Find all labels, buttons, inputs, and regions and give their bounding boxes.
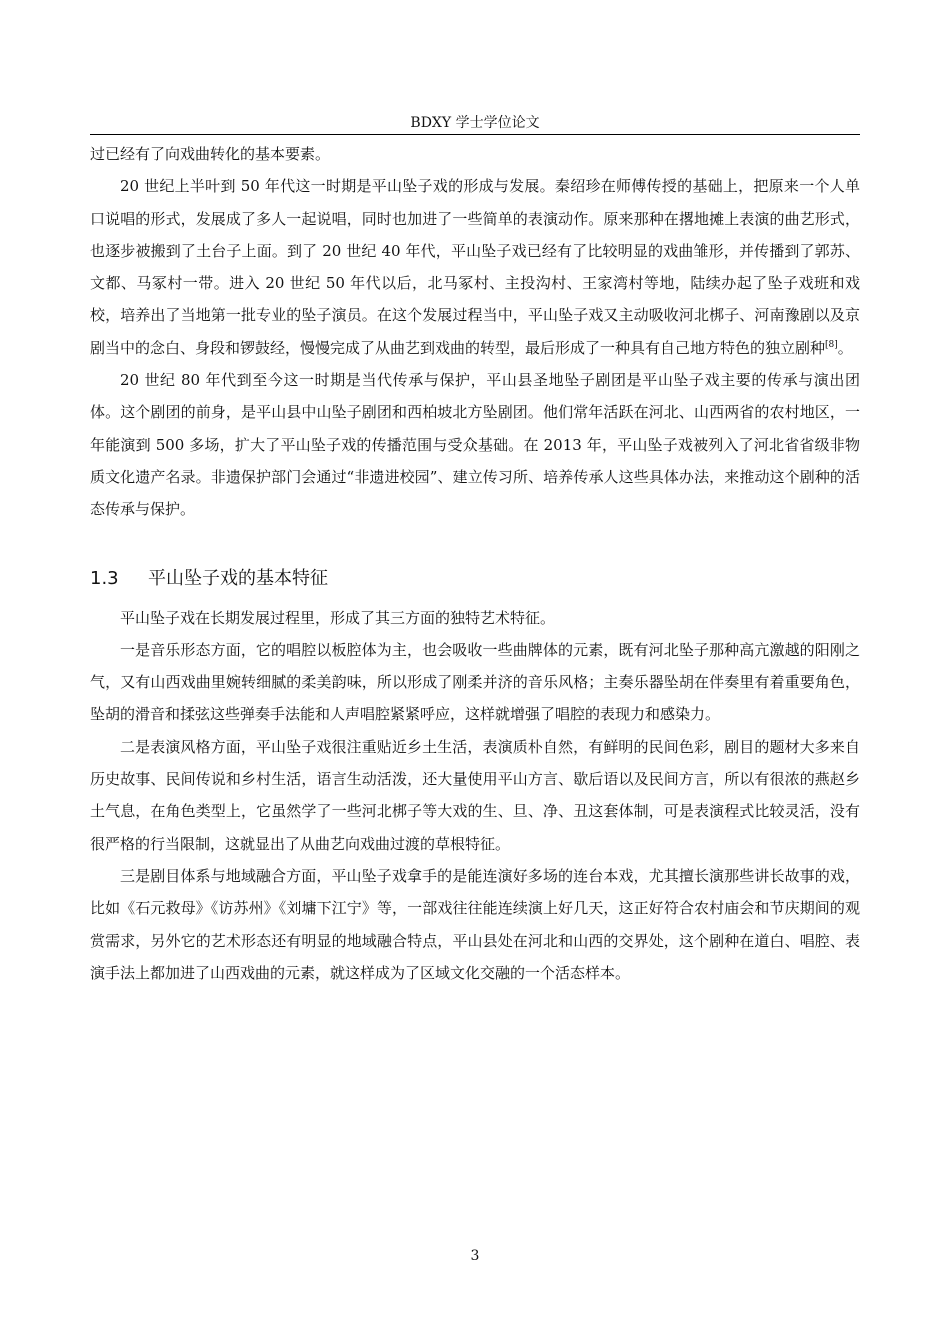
paragraph-repertoire: 三是剧目体系与地域融合方面，平山坠子戏拿手的是能连演好多场的连台本戏，尤其擅长演那些讲长故事的戏，比如《石元救母》《访苏州》《刘墉下江宁》等，一部戏往往能连续演上好几天，这正好符合农村庙会和节庆期间的观赏需求，另外它的艺术形态还有明显的地域融合特点，平山县处在河北和山西的交界处，这个剧种在道白、唱腔、表演手法上都加进了山西戏曲的元素，就这样成为了区域文化交融的一个活态样本。 <box>90 866 860 982</box>
paragraph-intro: 平山坠子戏在长期发展过程里，形成了其三方面的独特艺术特征。 <box>120 608 556 627</box>
paragraph-text: 20 世纪上半叶到 50 年代这一时期是平山坠子戏的形成与发展。秦绍珍在师傅传授的基础上，把原来一个人单口说唱的形式，发展成了多人一起说唱，同时也加进了一些简单的表演动作。原来那种在撂地摊上表演的曲艺形式，也逐步被搬到了土台子上面。到了 20 世纪 40 年代，平山坠子戏已经有了比较明显的戏曲雏形，并传播到了郭苏、文都、马冢村一带。进入 20 世纪 50 年代以后，北马冢村、主投沟村、王家湾村等地，陆续办起了坠子戏班和戏校，培养出了当地第一批专业的坠子演员。在这个发展过程当中，平山坠子戏又主动吸收河北梆子、河南豫剧以及京剧当中的念白、身段和锣鼓经，慢慢完成了从曲艺到戏曲的转型，最后形成了一种具有自己地方特色的独立剧种 <box>90 177 860 357</box>
paragraph-formation-period <box>90 170 860 364</box>
paragraph-music-form: 一是音乐形态方面，它的唱腔以板腔体为主，也会吸收一些曲牌体的元素，既有河北坠子那种高亢激越的阳刚之气，又有山西戏曲里婉转细腻的柔美韵味，所以形成了刚柔并济的音乐风格；主奏乐器坠胡在伴奏里有着重要角色，坠胡的滑音和揉弦这些弹奏手法能和人声唱腔紧紧呼应，这样就增强了唱腔的表现力和感染力。 <box>90 640 860 724</box>
paragraph-continuation: 过已经有了向戏曲转化的基本要素。 <box>90 145 331 163</box>
paragraph-contemporary-period: 20 世纪 80 年代到至今这一时期是当代传承与保护，平山县圣地坠子剧团是平山坠子戏主要的传承与演出团体。这个剧团的前身，是平山县中山坠子剧团和西柏坡北方坠剧团。他们常年活跃在河北、山西两省的农村地区，一年能演到 500 多场，扩大了平山坠子戏的传播范围与受众基础。在 2013 年，平山坠子戏被列入了河北省省级非物质文化遗产名录。非遗保护部门会通过“非遗进校园”、建立传习所、培养传承人这些具体办法，来推动这个剧种的活态传承与保护。 <box>90 371 860 519</box>
section-number: 1.3 <box>90 567 119 589</box>
section-title: 平山坠子戏的基本特征 <box>148 567 328 589</box>
header-divider <box>90 134 860 135</box>
page-number: 3 <box>470 1248 480 1264</box>
running-header: BDXY 学士学位论文 <box>410 115 540 131</box>
paragraph-tail: 。 <box>837 338 853 357</box>
page-body <box>90 138 860 989</box>
paragraph-performance-style: 二是表演风格方面，平山坠子戏很注重贴近乡土生活，表演质朴自然，有鲜明的民间色彩，剧目的题材大多来自历史故事、民间传说和乡村生活，语言生动活泼，还大量使用平山方言、歇后语以及民间方言，所以有很浓的燕赵乡土气息，在角色类型上，它虽然学了一些河北梆子等大戏的生、旦、净、丑这套体制，可是表演程式比较灵活，没有很严格的行当限制，这就显出了从曲艺向戏曲过渡的草根特征。 <box>90 737 860 853</box>
citation-marker: [8] <box>825 339 838 350</box>
section-heading <box>90 562 860 596</box>
